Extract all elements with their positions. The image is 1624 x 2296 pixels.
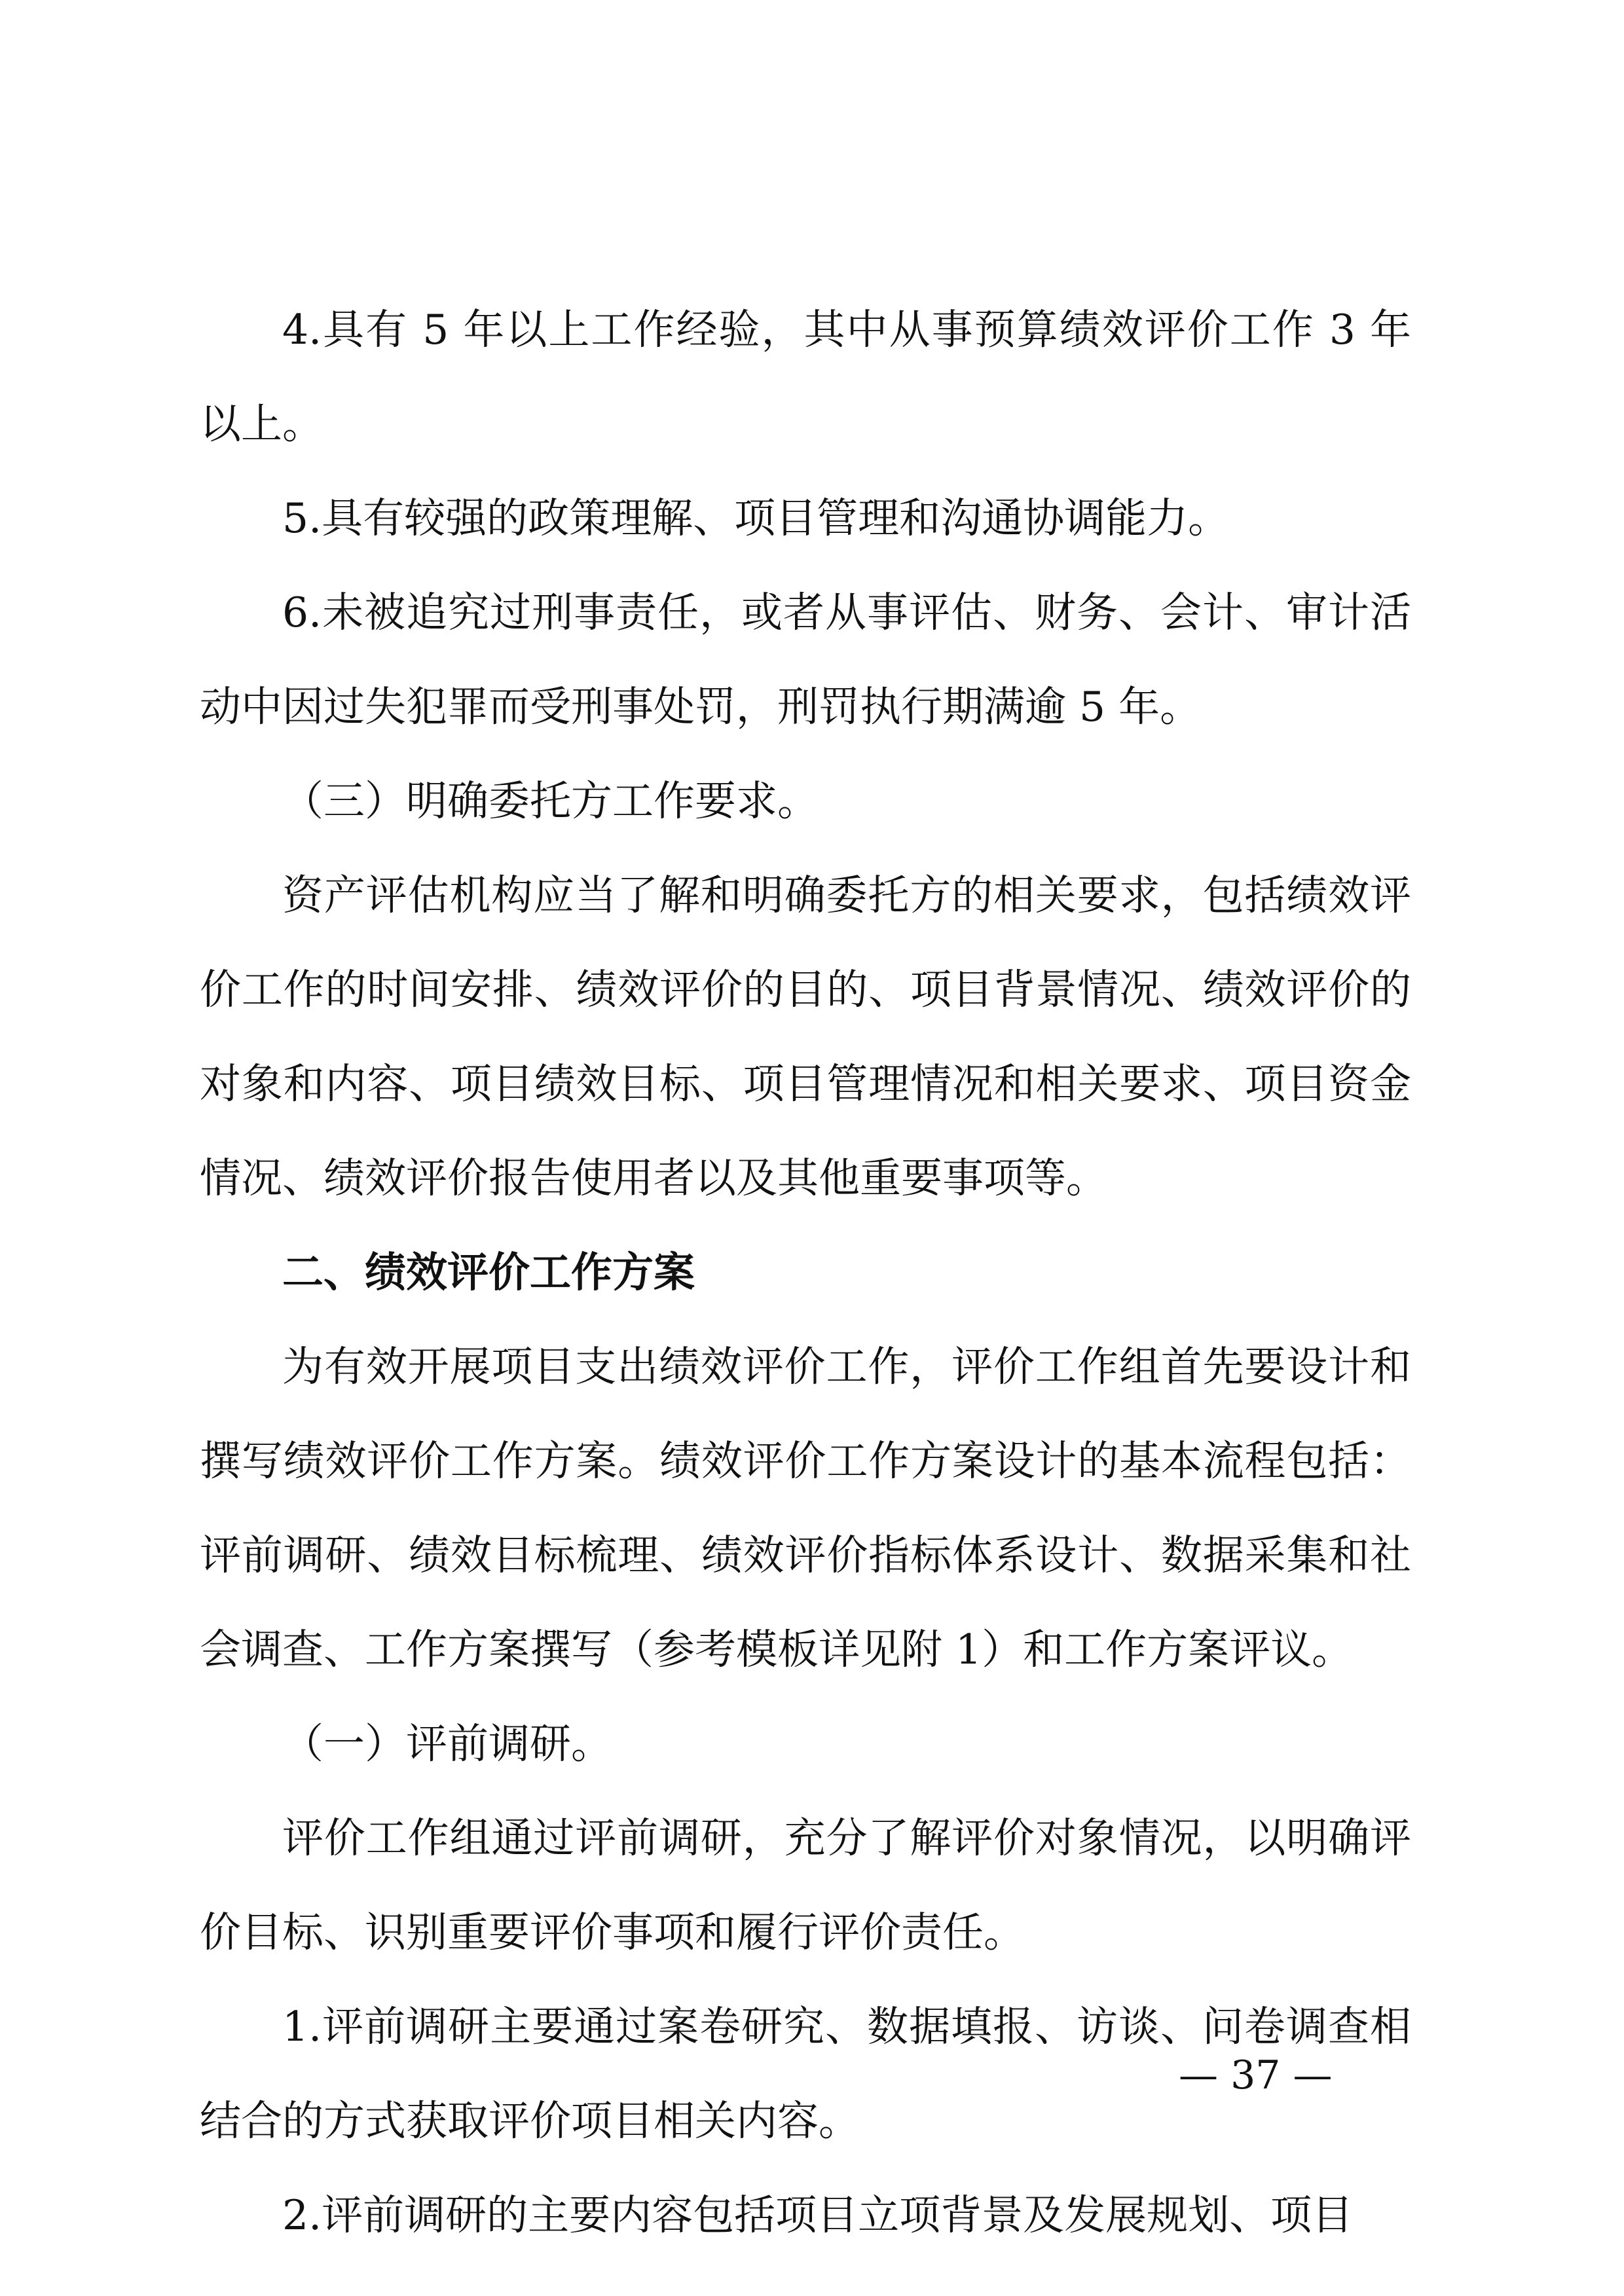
paragraph-no-criminal-record: 6.未被追究过刑事责任，或者从事评估、财务、会计、审计活动中因过失犯罪而受刑事处罚，刑罚执行期满逾 5 年。 xyxy=(200,589,1411,731)
paragraph-work-plan: 为有效开展项目支出绩效评价工作，评价工作组首先要设计和撰写绩效评价工作方案。绩效评价工作方案设计的基本流程包括：评前调研、绩效目标梳理、绩效评价指标体系设计、数据采集和社会调查、工作方案撰写（参考模板详见附 1）和工作方案评议。 xyxy=(200,1343,1411,1673)
paragraph-research-content: 2.评前调研的主要内容包括项目立项背景及发展规划、项目 xyxy=(282,2191,1354,2239)
paragraph-work-experience: 4.具有 5 年以上工作经验，其中从事预算绩效评价工作 3 年以上。 xyxy=(200,306,1411,448)
paragraph-client-requirements: 资产评估机构应当了解和明确委托方的相关要求，包括绩效评价工作的时间安排、绩效评价的目的、项目背景情况、绩效评价的对象和内容、项目绩效目标、项目管理情况和相关要求、项目资金情况、绩效评价报告使用者以及其他重要事项等。 xyxy=(200,871,1411,1202)
paragraph-research-methods: 1.评前调研主要通过案卷研究、数据填报、访谈、问卷调查相结合的方式获取评价项目相关内容。 xyxy=(200,2003,1411,2145)
paragraph-abilities: 5.具有较强的政策理解、项目管理和沟通协调能力。 xyxy=(282,494,1230,542)
subheading-pre-evaluation-research: （一）评前调研。 xyxy=(282,1720,612,1768)
page-number: — 37 — xyxy=(1179,2052,1333,2098)
subheading-client-requirements: （三）明确委托方工作要求。 xyxy=(282,777,819,825)
paragraph-research-purpose: 评价工作组通过评前调研，充分了解评价对象情况，以明确评价目标、识别重要评价事项和履行评价责任。 xyxy=(200,1814,1411,1956)
section-heading-work-plan: 二、绩效评价工作方案 xyxy=(282,1248,695,1296)
body-text xyxy=(200,283,1411,2263)
